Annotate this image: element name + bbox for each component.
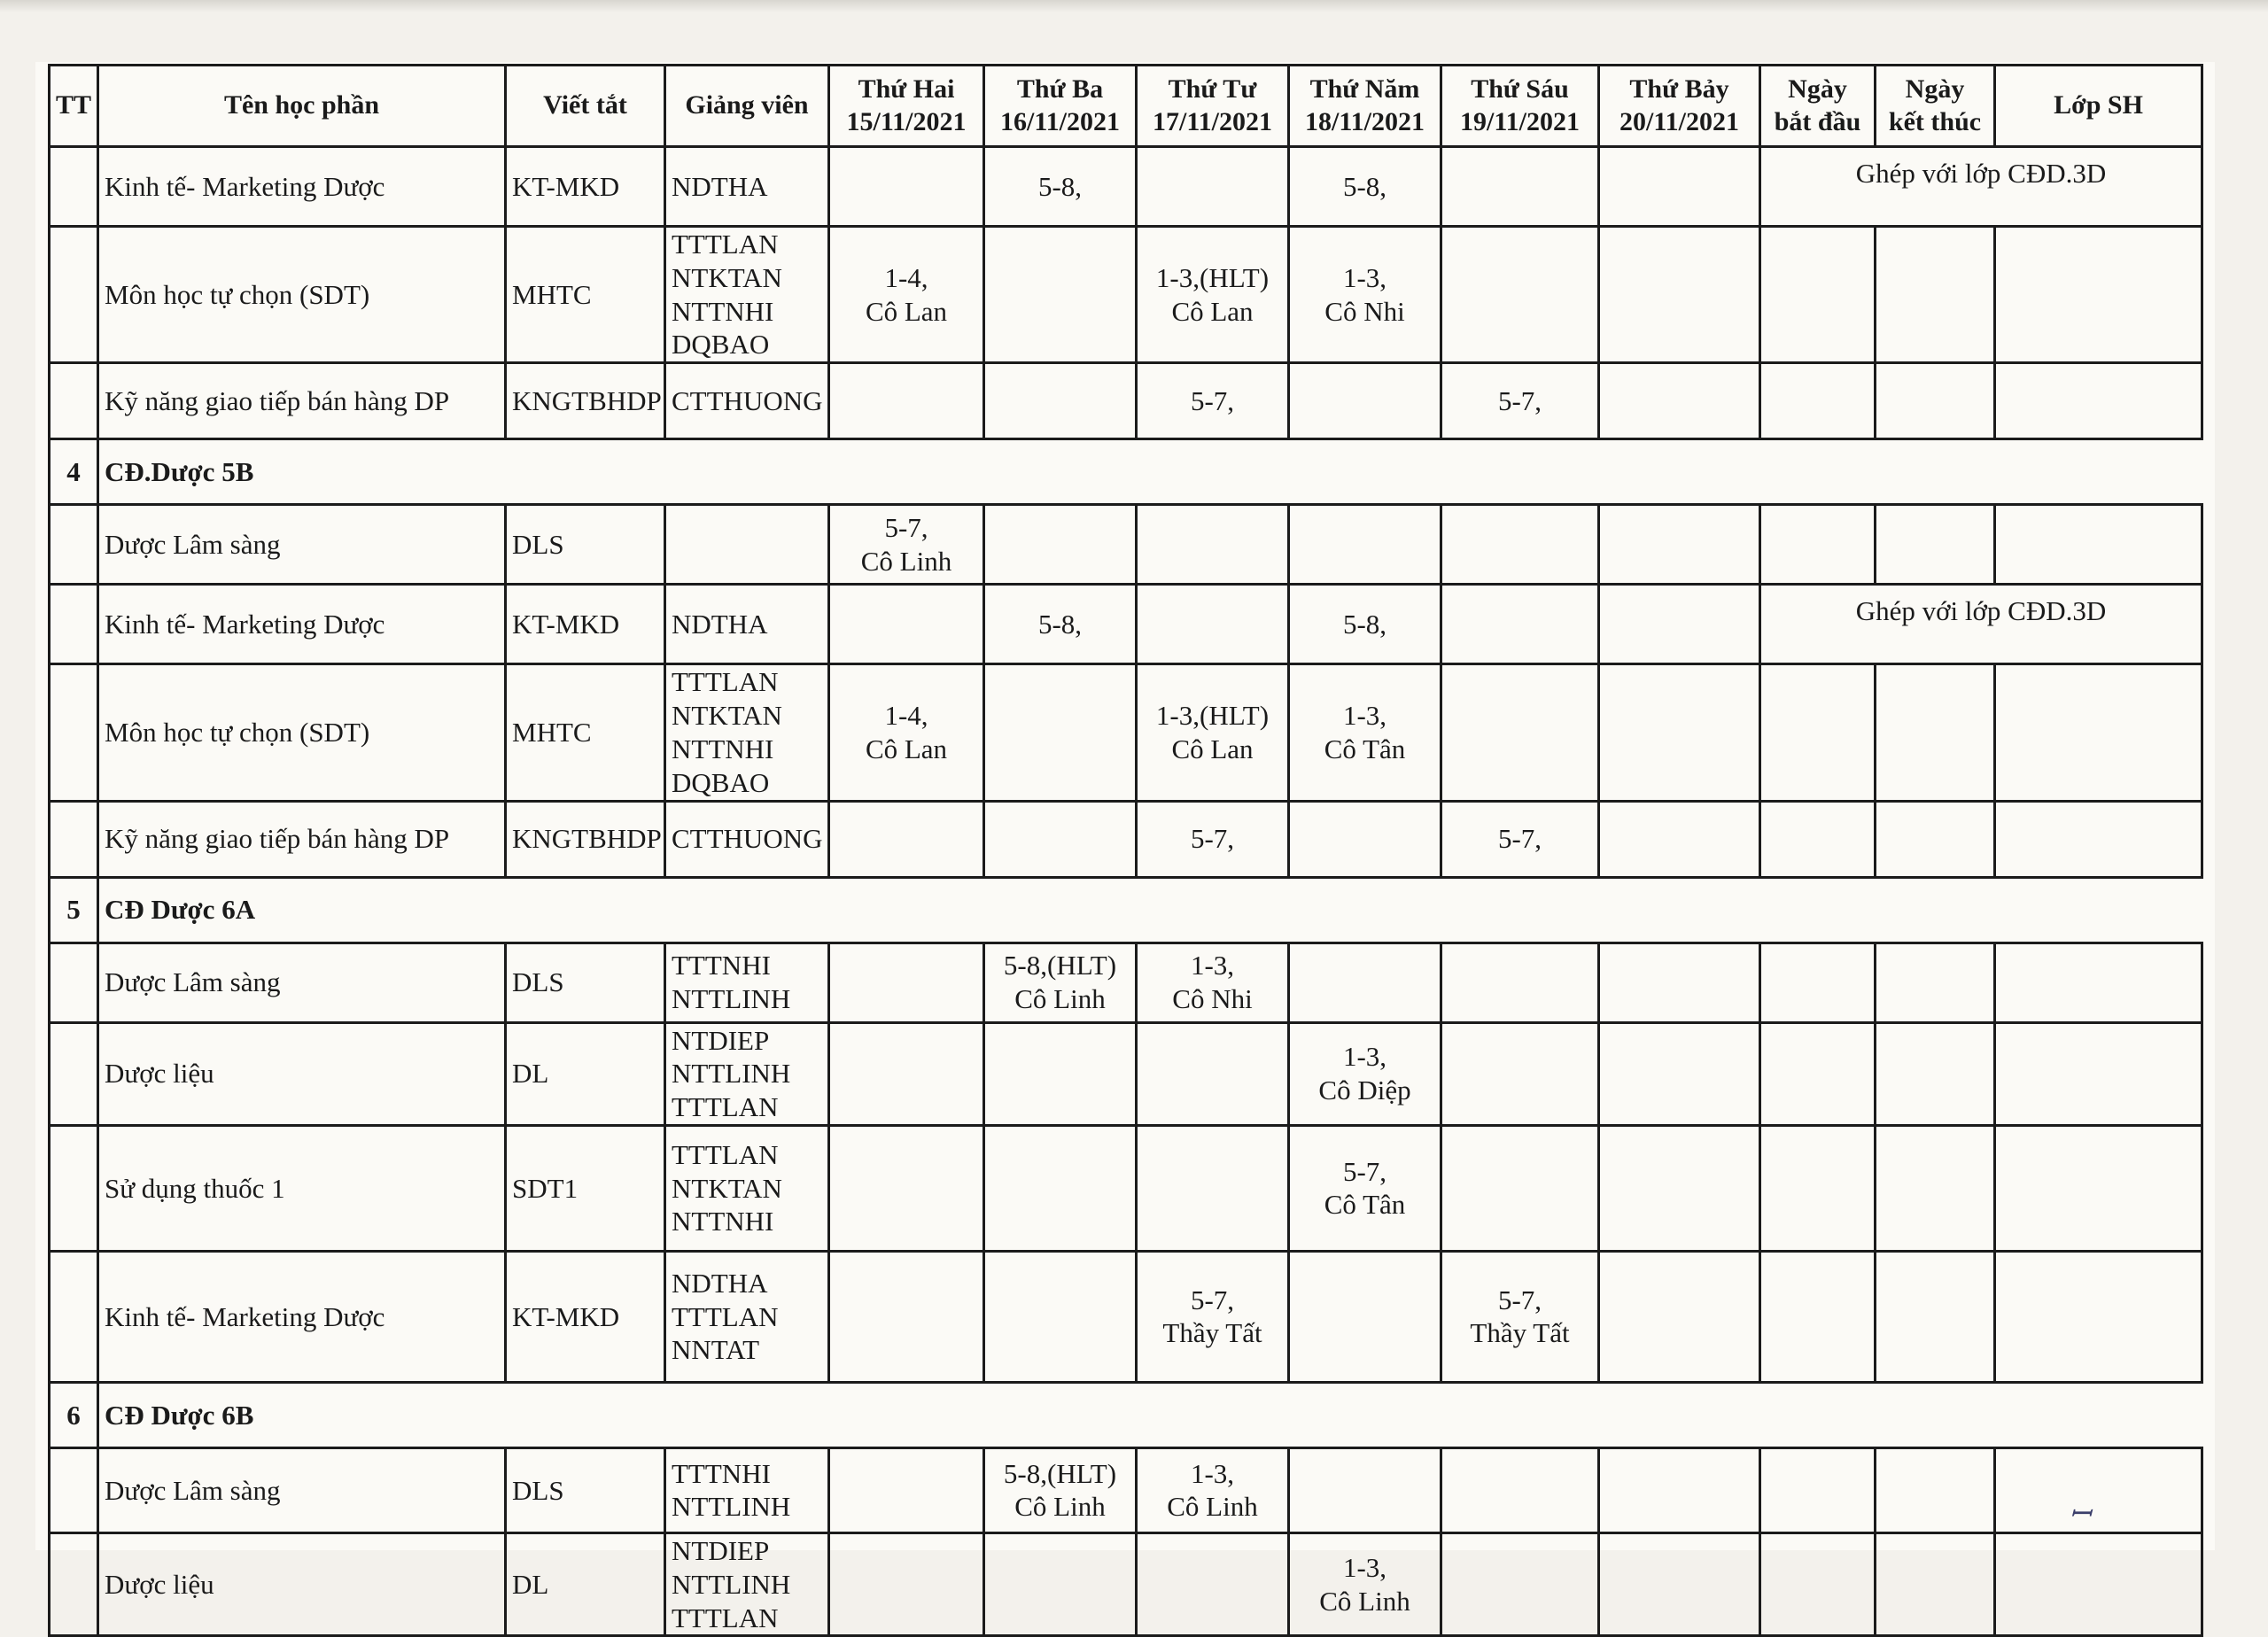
- schedule-cell: [984, 664, 1137, 801]
- schedule-cell: [984, 227, 1137, 363]
- schedule-table: [48, 64, 2203, 1637]
- header-day-wed: Thứ Tư 17/11/2021: [1137, 66, 1289, 147]
- schedule-cell: [829, 505, 984, 585]
- schedule-cell: [1599, 1022, 1760, 1125]
- document-sheet: [35, 62, 2215, 1633]
- lesson-teacher: Cô Nhi: [1324, 295, 1405, 327]
- schedule-cell: [1137, 363, 1289, 439]
- group-row: [50, 877, 2202, 943]
- schedule-cell: [1137, 227, 1289, 363]
- schedule-cell: [829, 147, 984, 227]
- subject-abbr: DLS: [506, 1447, 665, 1532]
- schedule-body: [50, 147, 2202, 1636]
- lecturer-list: [665, 943, 829, 1022]
- start-date-cell: [1760, 227, 1876, 363]
- lesson-periods: 5-8,: [1037, 170, 1083, 202]
- subject-name: Dược liệu: [98, 1532, 506, 1635]
- row-tt: [50, 1022, 98, 1125]
- schedule-cell: [984, 1022, 1137, 1125]
- schedule-cell: [984, 505, 1137, 585]
- row-tt: [50, 1532, 98, 1635]
- lecturer-code: NTTNHI: [672, 1206, 774, 1237]
- schedule-cell: [1289, 227, 1441, 363]
- header-day-sat: Thứ Bảy 20/11/2021: [1599, 66, 1760, 147]
- header-class: Lớp SH: [1995, 66, 2202, 147]
- lesson-periods: 1-3,(HLT): [1155, 261, 1270, 293]
- lecturer-code: NTDIEP: [672, 1534, 770, 1566]
- end-date-cell: [1876, 1532, 1995, 1635]
- class-cell: [1995, 505, 2202, 585]
- group-name: CĐ.Dược 5B: [98, 439, 2202, 505]
- subject-name: Dược liệu: [98, 1022, 506, 1125]
- lesson-periods: 1-3,: [1342, 700, 1387, 732]
- lesson-teacher: Cô Lan: [1171, 733, 1254, 764]
- lecturer-list: [665, 1022, 829, 1125]
- schedule-cell: [829, 363, 984, 439]
- subject-abbr: DL: [506, 1532, 665, 1635]
- subject-abbr: MHTC: [506, 664, 665, 801]
- subject-abbr: DLS: [506, 943, 665, 1022]
- row-tt: [50, 801, 98, 877]
- schedule-cell: [1137, 1532, 1289, 1635]
- lecturer-code: NDTHA: [672, 608, 768, 640]
- subject-abbr: DLS: [506, 505, 665, 585]
- schedule-cell: [1441, 664, 1599, 801]
- subject-name: Kỹ năng giao tiếp bán hàng DP: [98, 363, 506, 439]
- end-date-cell: [1876, 1022, 1995, 1125]
- header-tt: TT: [50, 66, 98, 147]
- lesson-teacher: Cô Linh: [1319, 1585, 1410, 1617]
- subject-abbr: KNGTBHDP: [506, 363, 665, 439]
- subject-name: Kinh tế- Marketing Dược: [98, 1251, 506, 1382]
- lecturer-code: NDTHA: [672, 1267, 768, 1299]
- end-date-cell: [1876, 1447, 1995, 1532]
- table-row: [50, 801, 2202, 877]
- lesson-teacher: Cô Lan: [865, 733, 948, 764]
- schedule-cell: [1599, 505, 1760, 585]
- lecturer-code: NTKTAN: [672, 261, 782, 293]
- class-cell: [1995, 1251, 2202, 1382]
- lecturer-code: TTTLAN: [672, 666, 779, 698]
- lecturer-code: NTTLINH: [672, 1058, 791, 1090]
- row-tt: [50, 505, 98, 585]
- lesson-teacher: Cô Lan: [865, 295, 948, 327]
- schedule-cell: [1599, 585, 1760, 664]
- end-date-cell: [1876, 227, 1995, 363]
- lecturer-code: CTTHUONG: [672, 823, 823, 855]
- schedule-cell: [1137, 147, 1289, 227]
- subject-name: Kinh tế- Marketing Dược: [98, 147, 506, 227]
- lesson-teacher: Cô Diệp: [1318, 1075, 1411, 1106]
- schedule-cell: [1599, 801, 1760, 877]
- lecturer-code: NNTAT: [672, 1334, 760, 1366]
- schedule-cell: [829, 1251, 984, 1382]
- subject-name: Môn học tự chọn (SDT): [98, 227, 506, 363]
- row-tt: [50, 1447, 98, 1532]
- lecturer-code: NTTLINH: [672, 1568, 791, 1600]
- lesson-teacher: Thầy Tất: [1470, 1317, 1570, 1349]
- schedule-cell: [829, 1532, 984, 1635]
- start-date-cell: [1760, 1251, 1876, 1382]
- schedule-cell: [1441, 1125, 1599, 1251]
- schedule-cell: [1441, 943, 1599, 1022]
- class-cell: [1995, 1022, 2202, 1125]
- schedule-cell: [1289, 801, 1441, 877]
- lesson-periods: 5-7,: [1190, 823, 1235, 855]
- header-start-date: Ngày bắt đầu: [1760, 66, 1876, 147]
- lecturer-list: [665, 363, 829, 439]
- subject-name: Sử dụng thuốc 1: [98, 1125, 506, 1251]
- row-tt: [50, 585, 98, 664]
- table-row: [50, 664, 2202, 801]
- schedule-cell: [1441, 585, 1599, 664]
- start-date-cell: [1760, 1447, 1876, 1532]
- header-abbr: Viết tắt: [506, 66, 665, 147]
- lecturer-list: [665, 505, 829, 585]
- schedule-cell: [1441, 1447, 1599, 1532]
- subject-name: Dược Lâm sàng: [98, 943, 506, 1022]
- lesson-periods: 1-4,: [884, 700, 928, 732]
- schedule-cell: [1289, 664, 1441, 801]
- lesson-periods: 1-3,: [1190, 1457, 1235, 1489]
- subject-name: Dược Lâm sàng: [98, 1447, 506, 1532]
- schedule-cell: [1441, 1251, 1599, 1382]
- schedule-cell: [1137, 801, 1289, 877]
- lesson-periods: 5-8,: [1342, 170, 1387, 202]
- row-tt: [50, 363, 98, 439]
- class-cell: [1995, 1125, 2202, 1251]
- lesson-teacher: Cô Linh: [1014, 1491, 1106, 1523]
- lecturer-list: [665, 1447, 829, 1532]
- lesson-teacher: Cô Linh: [860, 545, 952, 577]
- schedule-cell: [1599, 943, 1760, 1022]
- table-row: [50, 147, 2202, 227]
- lecturer-code: TTTNHI: [672, 950, 771, 981]
- schedule-cell: [1441, 505, 1599, 585]
- schedule-cell: [829, 1022, 984, 1125]
- schedule-cell: [1289, 1251, 1441, 1382]
- table-row: [50, 505, 2202, 585]
- lesson-periods: 1-4,: [884, 261, 928, 293]
- lesson-periods: 5-7,: [884, 511, 928, 543]
- table-header-row: [50, 66, 2202, 147]
- merge-note: Ghép với lớp CĐD.3D: [1760, 585, 2202, 664]
- row-tt: [50, 1251, 98, 1382]
- lesson-periods: 5-8,(HLT): [1003, 1457, 1117, 1489]
- header-day-mon: Thứ Hai 15/11/2021: [829, 66, 984, 147]
- lesson-teacher: Cô Linh: [1167, 1491, 1258, 1523]
- subject-name: Dược Lâm sàng: [98, 505, 506, 585]
- start-date-cell: [1760, 1022, 1876, 1125]
- lecturer-list: [665, 227, 829, 363]
- schedule-cell: [1599, 1125, 1760, 1251]
- signature-mark: ꟷ: [2069, 1500, 2091, 1529]
- schedule-cell: [1599, 1447, 1760, 1532]
- lesson-periods: 1-3,(HLT): [1155, 700, 1270, 732]
- schedule-cell: [984, 585, 1137, 664]
- lecturer-code: CTTHUONG: [672, 384, 823, 416]
- end-date-cell: [1876, 943, 1995, 1022]
- schedule-cell: [829, 227, 984, 363]
- schedule-cell: [1289, 585, 1441, 664]
- schedule-cell: [1289, 943, 1441, 1022]
- lecturer-list: [665, 147, 829, 227]
- lesson-teacher: Cô Nhi: [1172, 983, 1253, 1014]
- lecturer-code: NTDIEP: [672, 1024, 770, 1056]
- schedule-cell: [1599, 1532, 1760, 1635]
- schedule-cell: [1599, 147, 1760, 227]
- schedule-cell: [1137, 1447, 1289, 1532]
- lecturer-list: [665, 585, 829, 664]
- schedule-cell: [829, 1125, 984, 1251]
- schedule-cell: [1137, 1251, 1289, 1382]
- subject-abbr: KT-MKD: [506, 147, 665, 227]
- class-cell: [1995, 1447, 2202, 1532]
- schedule-cell: [984, 1447, 1137, 1532]
- group-number: 5: [50, 877, 98, 943]
- row-tt: [50, 147, 98, 227]
- table-row: [50, 1251, 2202, 1382]
- schedule-cell: [1137, 943, 1289, 1022]
- schedule-cell: [1599, 227, 1760, 363]
- lecturer-code: TTTLAN: [672, 1091, 779, 1123]
- schedule-cell: [1599, 363, 1760, 439]
- schedule-cell: [984, 363, 1137, 439]
- schedule-cell: [829, 1447, 984, 1532]
- end-date-cell: [1876, 1125, 1995, 1251]
- header-day-thu: Thứ Năm 18/11/2021: [1289, 66, 1441, 147]
- header-end-date: Ngày kết thúc: [1876, 66, 1995, 147]
- lesson-periods: 1-3,: [1342, 1041, 1387, 1073]
- schedule-cell: [984, 147, 1137, 227]
- table-row: [50, 1125, 2202, 1251]
- schedule-cell: [1289, 363, 1441, 439]
- header-subject: Tên học phần: [98, 66, 506, 147]
- lesson-periods: 5-7,: [1190, 384, 1235, 416]
- schedule-cell: [1137, 585, 1289, 664]
- row-tt: [50, 664, 98, 801]
- group-name: CĐ Dược 6B: [98, 1382, 2202, 1447]
- group-row: [50, 439, 2202, 505]
- row-tt: [50, 943, 98, 1022]
- merge-note: Ghép với lớp CĐD.3D: [1760, 147, 2202, 227]
- start-date-cell: [1760, 664, 1876, 801]
- table-row: [50, 1022, 2202, 1125]
- page-top-edge: [0, 0, 2268, 12]
- subject-name: Môn học tự chọn (SDT): [98, 664, 506, 801]
- lecturer-code: TTTLAN: [672, 1138, 779, 1170]
- lecturer-list: [665, 801, 829, 877]
- schedule-cell: [984, 801, 1137, 877]
- table-row: [50, 363, 2202, 439]
- lesson-periods: 1-3,: [1342, 261, 1387, 293]
- schedule-cell: [984, 943, 1137, 1022]
- lecturer-code: NTTNHI: [672, 733, 774, 764]
- lecturer-list: [665, 664, 829, 801]
- subject-abbr: SDT1: [506, 1125, 665, 1251]
- lecturer-list: [665, 1251, 829, 1382]
- lecturer-code: NTTNHI: [672, 295, 774, 327]
- lecturer-code: TTTLAN: [672, 1300, 779, 1332]
- class-cell: [1995, 227, 2202, 363]
- lesson-periods: 5-7,: [1497, 1284, 1542, 1315]
- lesson-teacher: Cô Lan: [1171, 295, 1254, 327]
- schedule-cell: [1599, 1251, 1760, 1382]
- lecturer-code: NTTLINH: [672, 1491, 791, 1523]
- lesson-periods: 5-7,: [1497, 384, 1542, 416]
- table-row: [50, 585, 2202, 664]
- schedule-cell: [1289, 505, 1441, 585]
- row-tt: [50, 1125, 98, 1251]
- schedule-cell: [1441, 801, 1599, 877]
- subject-abbr: KNGTBHDP: [506, 801, 665, 877]
- lesson-teacher: Cô Linh: [1014, 983, 1106, 1014]
- end-date-cell: [1876, 664, 1995, 801]
- end-date-cell: [1876, 363, 1995, 439]
- start-date-cell: [1760, 505, 1876, 585]
- schedule-cell: [1137, 1125, 1289, 1251]
- schedule-cell: [1137, 505, 1289, 585]
- subject-name: Kinh tế- Marketing Dược: [98, 585, 506, 664]
- schedule-cell: [1137, 1022, 1289, 1125]
- start-date-cell: [1760, 1125, 1876, 1251]
- schedule-cell: [984, 1251, 1137, 1382]
- lecturer-list: [665, 1125, 829, 1251]
- lecturer-code: NTTLINH: [672, 983, 791, 1014]
- subject-abbr: KT-MKD: [506, 1251, 665, 1382]
- class-cell: [1995, 363, 2202, 439]
- subject-name: Kỹ năng giao tiếp bán hàng DP: [98, 801, 506, 877]
- end-date-cell: [1876, 505, 1995, 585]
- subject-abbr: KT-MKD: [506, 585, 665, 664]
- row-tt: [50, 227, 98, 363]
- end-date-cell: [1876, 801, 1995, 877]
- schedule-cell: [829, 664, 984, 801]
- class-cell: [1995, 664, 2202, 801]
- lesson-periods: 1-3,: [1342, 1551, 1387, 1583]
- lesson-periods: 5-7,: [1497, 823, 1542, 855]
- start-date-cell: [1760, 801, 1876, 877]
- lecturer-code: DQBAO: [672, 766, 770, 798]
- schedule-cell: [1441, 147, 1599, 227]
- end-date-cell: [1876, 1251, 1995, 1382]
- schedule-cell: [829, 943, 984, 1022]
- lecturer-code: NTKTAN: [672, 700, 782, 732]
- schedule-cell: [1289, 147, 1441, 227]
- lesson-periods: 5-7,: [1342, 1155, 1387, 1187]
- class-cell: [1995, 1532, 2202, 1635]
- start-date-cell: [1760, 1532, 1876, 1635]
- lesson-periods: 5-8,: [1342, 608, 1387, 640]
- class-cell: [1995, 801, 2202, 877]
- lesson-periods: 1-3,: [1190, 950, 1235, 981]
- schedule-cell: [1441, 1532, 1599, 1635]
- schedule-cell: [1137, 664, 1289, 801]
- schedule-cell: [1289, 1125, 1441, 1251]
- lecturer-code: TTTLAN: [672, 1602, 779, 1633]
- header-day-tue: Thứ Ba 16/11/2021: [984, 66, 1137, 147]
- group-row: [50, 1382, 2202, 1447]
- group-number: 4: [50, 439, 98, 505]
- subject-abbr: MHTC: [506, 227, 665, 363]
- lesson-teacher: Cô Tân: [1324, 733, 1406, 764]
- schedule-cell: [1441, 363, 1599, 439]
- header-day-fri: Thứ Sáu 19/11/2021: [1441, 66, 1599, 147]
- schedule-cell: [829, 801, 984, 877]
- lesson-periods: 5-7,: [1190, 1284, 1235, 1315]
- lecturer-list: [665, 1532, 829, 1635]
- schedule-cell: [984, 1125, 1137, 1251]
- group-name: CĐ Dược 6A: [98, 877, 2202, 943]
- group-number: 6: [50, 1382, 98, 1447]
- lesson-periods: 5-8,(HLT): [1003, 950, 1117, 981]
- subject-abbr: DL: [506, 1022, 665, 1125]
- schedule-cell: [1599, 664, 1760, 801]
- schedule-cell: [984, 1532, 1137, 1635]
- lesson-teacher: Cô Tân: [1324, 1189, 1406, 1221]
- table-row: [50, 227, 2202, 363]
- lesson-teacher: Thầy Tất: [1162, 1317, 1262, 1349]
- start-date-cell: [1760, 363, 1876, 439]
- lesson-periods: 5-8,: [1037, 608, 1083, 640]
- lecturer-code: TTTLAN: [672, 229, 779, 260]
- schedule-cell: [1289, 1022, 1441, 1125]
- lecturer-code: NTKTAN: [672, 1172, 782, 1204]
- table-row: [50, 1447, 2202, 1532]
- start-date-cell: [1760, 943, 1876, 1022]
- class-cell: [1995, 943, 2202, 1022]
- lecturer-code: TTTNHI: [672, 1457, 771, 1489]
- lecturer-code: DQBAO: [672, 329, 770, 361]
- lecturer-code: NDTHA: [672, 170, 768, 202]
- header-lecturer: Giảng viên: [665, 66, 829, 147]
- table-row: [50, 1532, 2202, 1635]
- schedule-cell: [1289, 1447, 1441, 1532]
- table-row: [50, 943, 2202, 1022]
- schedule-cell: [1441, 227, 1599, 363]
- schedule-cell: [829, 585, 984, 664]
- schedule-cell: [1441, 1022, 1599, 1125]
- schedule-cell: [1289, 1532, 1441, 1635]
